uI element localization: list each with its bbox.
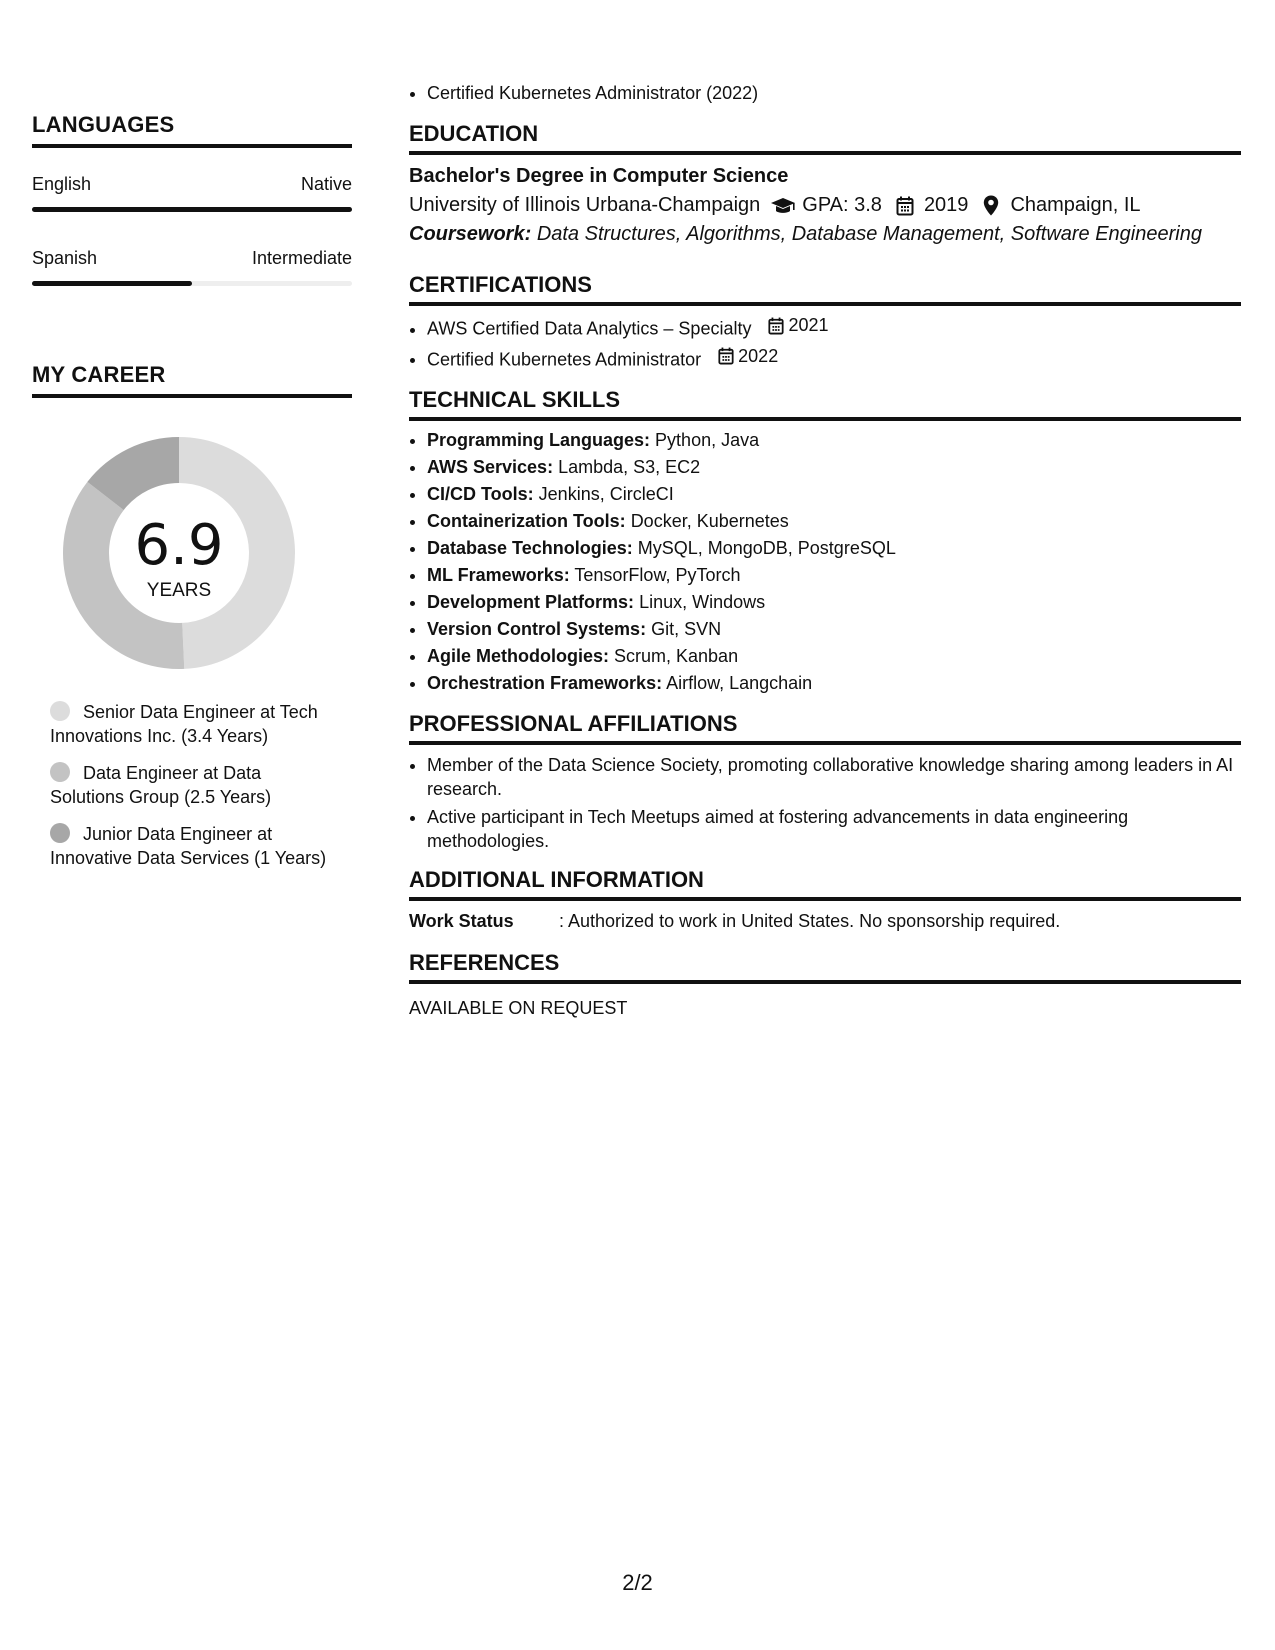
references-heading: REFERENCES xyxy=(409,950,1241,984)
language-item xyxy=(32,174,352,212)
coursework-label: Coursework: xyxy=(409,223,532,245)
skills-heading: TECHNICAL SKILLS xyxy=(409,387,1241,421)
skill-values: Jenkins, CircleCI xyxy=(538,484,674,504)
language-level: Native xyxy=(300,174,352,194)
certification-year: 2021 xyxy=(788,315,829,335)
certification-name: Certified Kubernetes Administrator xyxy=(427,349,702,369)
affiliations-list xyxy=(409,753,1241,853)
work-status-value: : Authorized to work in United States. No sponsorship required. xyxy=(559,911,1061,931)
additional-info-heading: ADDITIONAL INFORMATION xyxy=(409,867,1241,901)
language-name: Spanish xyxy=(32,248,98,268)
education-coursework xyxy=(409,223,1241,246)
certifications-heading: CERTIFICATIONS xyxy=(409,272,1241,306)
coursework-list: Data Structures, Algorithms, Database Management, Software Engineering xyxy=(536,223,1202,245)
skill-values: Docker, Kubernetes xyxy=(630,511,789,531)
skill-category: Agile Methodologies: xyxy=(427,646,609,666)
language-proficiency-bar xyxy=(32,281,352,286)
career-heading: MY CAREER xyxy=(32,362,352,398)
skill-values: Git, SVN xyxy=(651,619,722,639)
career-legend-item xyxy=(50,822,340,870)
skill-values: TensorFlow, PyTorch xyxy=(574,565,741,585)
page-number: 2/2 xyxy=(622,1570,653,1595)
sidebar xyxy=(32,112,352,883)
skill-category: Development Platforms: xyxy=(427,592,635,612)
certification-item xyxy=(427,343,1241,374)
work-status-label: Work Status xyxy=(409,911,514,931)
certifications-list xyxy=(409,312,1241,373)
legend-dot xyxy=(50,823,70,843)
career-role-label: Junior Data Engineer at Innovative Data Services (1 Years) xyxy=(50,824,327,868)
skill-values: Lambda, S3, EC2 xyxy=(558,457,701,477)
language-item xyxy=(32,248,352,286)
language-name: English xyxy=(32,174,92,194)
language-proficiency-fill xyxy=(32,281,192,286)
calendar-icon xyxy=(718,347,734,365)
skill-item xyxy=(427,481,1241,508)
skill-values: Scrum, Kanban xyxy=(614,646,739,666)
career-donut-chart xyxy=(56,430,302,676)
skill-category: Containerization Tools: xyxy=(427,511,626,531)
legend-dot xyxy=(50,762,70,782)
skill-item xyxy=(427,643,1241,670)
list-item: • Certified Kubernetes Administrator (2022) xyxy=(427,80,1241,107)
skill-item xyxy=(427,562,1241,589)
education-degree: Bachelor's Degree in Computer Science xyxy=(409,165,789,187)
skill-category: ML Frameworks: xyxy=(427,565,570,585)
skill-item xyxy=(427,670,1241,697)
calendar-icon xyxy=(892,196,918,216)
career-legend xyxy=(50,700,340,870)
skill-item xyxy=(427,427,1241,454)
career-role-label: Data Engineer at Data Solutions Group (2.5 Years) xyxy=(50,763,272,807)
affiliations-heading: PROFESSIONAL AFFILIATIONS xyxy=(409,711,1241,745)
skill-item xyxy=(427,535,1241,562)
skill-category: Orchestration Frameworks: xyxy=(427,673,663,693)
language-proficiency-fill xyxy=(32,207,352,212)
education-location: Champaign, IL xyxy=(1010,194,1141,216)
skill-item xyxy=(427,589,1241,616)
main-content xyxy=(409,80,1241,1019)
additional-info-row xyxy=(409,911,1241,932)
languages-heading: LANGUAGES xyxy=(32,112,352,148)
skill-item xyxy=(427,454,1241,481)
skill-item xyxy=(427,508,1241,535)
skill-values: Python, Java xyxy=(655,430,760,450)
affiliation-item: • Active participant in Tech Meetups aimed at fostering advancements in data engineering methodologies. xyxy=(427,805,1241,853)
continued-list xyxy=(409,80,1241,107)
affiliation-item: • Member of the Data Science Society, promoting collaborative knowledge sharing among leaders in AI research. xyxy=(427,753,1241,801)
references-text: AVAILABLE ON REQUEST xyxy=(409,998,628,1018)
skill-category: AWS Services: xyxy=(427,457,554,477)
career-total-unit: YEARS xyxy=(146,580,212,601)
legend-dot xyxy=(50,701,70,721)
language-level: Intermediate xyxy=(251,248,352,268)
skill-values: Airflow, Langchain xyxy=(666,673,813,693)
skill-values: MySQL, MongoDB, PostgreSQL xyxy=(637,538,896,558)
language-proficiency-bar xyxy=(32,207,352,212)
skills-list xyxy=(409,427,1241,697)
graduation-cap-icon xyxy=(770,197,796,215)
skill-category: CI/CD Tools: xyxy=(427,484,534,504)
career-legend-item xyxy=(50,700,340,748)
career-role-label: Senior Data Engineer at Tech Innovations Inc. (3.4 Years) xyxy=(50,702,318,746)
education-heading: EDUCATION xyxy=(409,121,1241,155)
certification-year: 2022 xyxy=(738,345,779,366)
career-legend-item xyxy=(50,761,340,809)
education-school: University of Illinois Urbana-Champaign xyxy=(409,194,761,216)
map-pin-icon xyxy=(978,195,1004,216)
career-total-years: 6.9 xyxy=(134,513,224,578)
certification-item xyxy=(427,312,1241,343)
education-details xyxy=(409,194,1241,217)
certification-name: AWS Certified Data Analytics – Specialty xyxy=(427,318,752,339)
skill-category: Database Technologies: xyxy=(427,538,633,558)
skill-category: Programming Languages: xyxy=(427,430,651,450)
skill-category: Version Control Systems: xyxy=(427,619,647,639)
education-gpa: GPA: 3.8 xyxy=(802,194,882,216)
skill-item xyxy=(427,616,1241,643)
skill-values: Linux, Windows xyxy=(639,592,766,612)
calendar-icon xyxy=(768,317,784,335)
education-year: 2019 xyxy=(923,194,969,216)
